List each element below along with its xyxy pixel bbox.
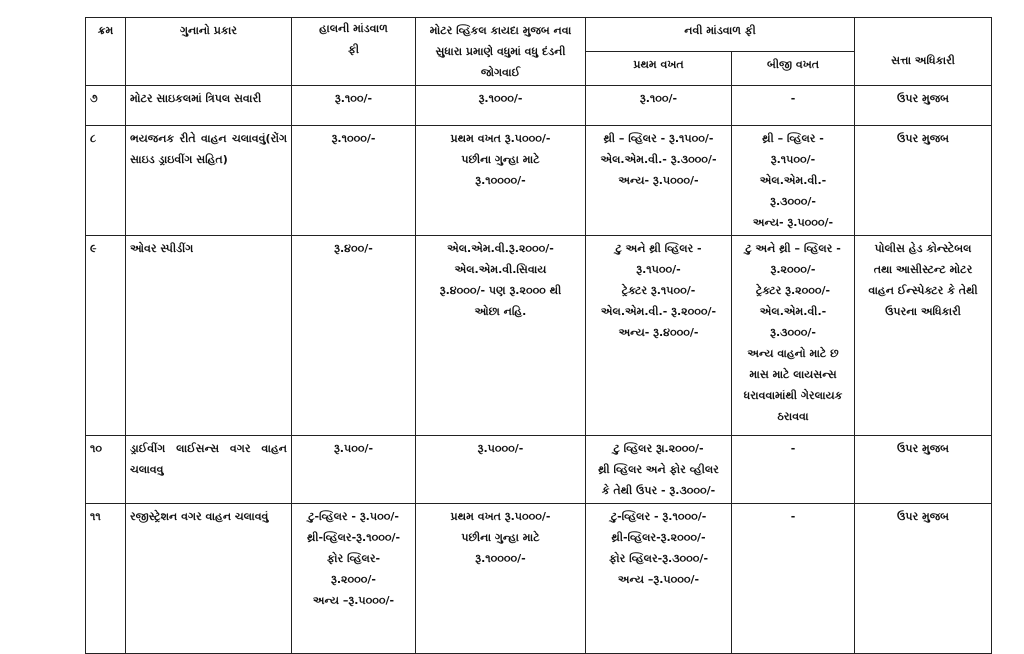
new-provision-cell-line: એલ.એમ.વી.સિવાય	[454, 263, 547, 276]
new-provision-cell-line: ઓછા નહિ.	[474, 305, 527, 318]
current-fine-cell-line: ટુ-વ્હિલર - રૂ.૫૦૦/-	[308, 510, 399, 523]
second-time-cell-line: -	[790, 442, 796, 455]
table-row	[86, 236, 992, 436]
serial-cell: ૯	[86, 236, 126, 436]
offense-cell: ડ્રાઈવીંગ લાઈસન્સ વગર વાહન ચલાવવુ	[126, 436, 292, 504]
current-fine-cell	[292, 236, 416, 436]
authority-cell-line: ઉપરના અધિકારી	[885, 305, 961, 318]
first-time-cell	[586, 236, 732, 436]
authority-cell-line: પોલીસ હેડ કોન્સ્ટેબલ	[874, 242, 972, 255]
header-first-time: પ્રથમ વખત	[586, 52, 732, 86]
second-time-cell-line: ધરાવવામાંથી ગેરલાયક	[743, 389, 843, 402]
table-row	[86, 86, 992, 126]
second-time-cell-line: અન્ય વાહનો માટે છ	[747, 347, 839, 360]
new-provision-cell-line: પછીના ગુન્હા માટે	[461, 153, 540, 166]
first-time-cell-line: ટુ અને થ્રી વ્હિલર -	[615, 242, 702, 255]
new-provision-cell	[416, 86, 586, 126]
second-time-cell-line: એલ.એમ.વી.-	[759, 174, 827, 187]
current-fine-cell-line: ફોર વ્હિલર-	[326, 552, 381, 565]
first-time-cell-line: ટ્રેક્ટર રૂ.૧૫૦૦/-	[621, 284, 696, 297]
current-fine-cell-line: અન્ય –રૂ.૫૦૦૦/-	[312, 594, 395, 607]
current-fine-cell	[292, 504, 416, 654]
new-provision-cell-line: રૂ.૧૦૦૦/-	[478, 92, 523, 105]
offense-cell: ભયજનક રીતે વાહન ચલાવવું(રોંગ સાઇડ ડ્રાઇવીંગ સહિત)	[126, 126, 292, 236]
current-fine-cell	[292, 86, 416, 126]
new-provision-cell-line: રૂ.૫૦૦૦/-	[477, 442, 524, 455]
current-fine-cell-line: રૂ.૨૦૦૦/-	[331, 573, 376, 586]
serial-cell: ૧૧	[86, 504, 126, 654]
header-serial: ક્રમ	[86, 18, 126, 86]
new-provision-cell	[416, 236, 586, 436]
offense-cell: રજીસ્ટ્રેશન વગર વાહન ચલાવવું	[126, 504, 292, 654]
first-time-cell-line: ટુ વ્હિલર રૂા.૨૦૦૦/-	[613, 442, 704, 455]
second-time-cell-line: રૂ.૨૦૦૦/-	[770, 263, 816, 276]
authority-cell	[855, 504, 992, 654]
current-fine-cell	[292, 126, 416, 236]
authority-cell-line: તથા આસીસ્ટન્ટ મોટર	[873, 263, 973, 276]
second-time-cell-line: ટ્રેક્ટર રૂ.૨૦૦૦/-	[755, 284, 831, 297]
table-body	[86, 86, 992, 654]
second-time-cell-line: એલ.એમ.વી.-	[759, 305, 827, 318]
table-row	[86, 504, 992, 654]
first-time-cell-line: ફોર વ્હિલર-રૂ.૩૦૦૦/-	[608, 552, 709, 565]
second-time-cell-line: થ્રી – વ્હિલર -	[762, 132, 824, 145]
offense-cell: મોટર સાઇકલમાં ત્રિપલ સવારી	[126, 86, 292, 126]
authority-cell	[855, 86, 992, 126]
first-time-cell-line: કે તેથી ઉપર - રૂ.૩૦૦૦/-	[601, 484, 716, 497]
first-time-cell-line: ટુ-વ્હિલર - રૂ.૧૦૦૦/-	[610, 510, 707, 523]
second-time-cell-line: રૂ.૧૫૦૦/-	[770, 153, 816, 166]
serial-cell: ૭	[86, 86, 126, 126]
current-fine-cell-line: રૂ.૪૦૦/-	[334, 242, 373, 255]
new-provision-cell	[416, 126, 586, 236]
current-fine-cell-line: રૂ.૧૦૦૦/-	[331, 132, 376, 145]
serial-cell: ૧૦	[86, 436, 126, 504]
second-time-cell	[732, 126, 855, 236]
second-time-cell	[732, 86, 855, 126]
first-time-cell-line: એલ.એમ.વી.- રૂ.૨૦૦૦/-	[600, 305, 717, 318]
authority-cell	[855, 126, 992, 236]
header-new-fee: નવી માંડવાળ ફી	[586, 18, 855, 52]
second-time-cell-line: -	[790, 510, 796, 523]
table-row	[86, 436, 992, 504]
authority-cell-line: ઉપર મુજબ	[897, 132, 949, 145]
authority-cell-line: ઉપર મુજબ	[897, 92, 949, 105]
header-offense: ગુનાનો પ્રકાર	[126, 18, 292, 86]
serial-cell: ૮	[86, 126, 126, 236]
authority-cell-line: વાહન ઈન્સ્પેક્ટર કે તેથી	[868, 284, 978, 297]
new-provision-cell-line: એલ.એમ.વી.રૂ.૨૦૦૦/-	[447, 242, 554, 255]
first-time-cell-line: એલ.એમ.વી.- રૂ.૩૦૦૦/-	[600, 153, 717, 166]
first-time-cell-line: થ્રી-વ્હિલર-રૂ.૨૦૦૦/-	[611, 531, 706, 544]
first-time-cell-line: અન્ય- રૂ.૫૦૦૦/-	[618, 174, 699, 187]
authority-cell	[855, 236, 992, 436]
first-time-cell-line: અન્ય- રૂ.૪૦૦૦/-	[618, 326, 699, 339]
second-time-cell	[732, 436, 855, 504]
current-fine-cell-line: થ્રી-વ્હિલર-રૂ.૧૦૦૦/-	[306, 531, 401, 544]
first-time-cell-line: થ્રી – વ્હિલર - રૂ.૧૫૦૦/-	[603, 132, 714, 145]
second-time-cell	[732, 504, 855, 654]
current-fine-cell	[292, 436, 416, 504]
fines-table	[85, 17, 992, 654]
first-time-cell-line: રૂ.૧૫૦૦/-	[636, 263, 681, 276]
first-time-cell-line: થ્રી વ્હિલર અને ફોર વ્હીલર	[598, 463, 719, 476]
new-provision-cell	[416, 436, 586, 504]
second-time-cell-line: અન્ય- રૂ.૫૦૦૦/-	[752, 216, 834, 229]
authority-cell-line: ઉપર મુજબ	[897, 510, 949, 523]
second-time-cell-line: ટુ અને થ્રી – વ્હિલર -	[745, 242, 841, 255]
new-provision-cell-line: રૂ.૧૦૦૦૦/-	[475, 174, 526, 187]
second-time-cell-line: રૂ.૩૦૦૦/-	[770, 326, 816, 339]
first-time-cell	[586, 504, 732, 654]
header-new-provision: મોટર વ્હિકલ કાયદા મુજબ નવા સુધારા પ્રમાણે વધુમાં વધુ દંડની જોગવાઈ	[416, 18, 586, 86]
table-row	[86, 126, 992, 236]
new-provision-cell-line: રૂ.૧૦૦૦૦/-	[475, 552, 526, 565]
header-second-time: બીજી વખત	[732, 52, 855, 86]
header-authority: સત્તા અધિકારી	[855, 18, 992, 86]
header-current-fine: હાલની માંડવાળ ફી	[292, 18, 416, 86]
new-provision-cell-line: પ્રથમ વખત રૂ.૫૦૦૦/-	[450, 132, 551, 145]
second-time-cell	[732, 236, 855, 436]
authority-cell	[855, 436, 992, 504]
second-time-cell-line: માસ માટે લાયસન્સ	[749, 368, 837, 381]
new-provision-cell-line: પ્રથમ વખત રૂ.૫૦૦૦/-	[450, 510, 551, 523]
second-time-cell-line: રૂ.૩૦૦૦/-	[770, 195, 816, 208]
second-time-cell-line: -	[790, 92, 796, 105]
new-provision-cell-line: પછીના ગુન્હા માટે	[461, 531, 540, 544]
first-time-cell	[586, 86, 732, 126]
new-provision-cell-line: રૂ.૪૦૦૦/- પણ રૂ.૨૦૦૦ થી	[439, 284, 562, 297]
offense-cell: ઓવર સ્પીડીંગ	[126, 236, 292, 436]
first-time-cell	[586, 126, 732, 236]
current-fine-cell-line: રૂ.૫૦૦/-	[333, 442, 374, 455]
first-time-cell-line: અન્ય –રૂ.૫૦૦૦/-	[617, 573, 700, 586]
first-time-cell	[586, 436, 732, 504]
authority-cell-line: ઉપર મુજબ	[897, 442, 949, 455]
second-time-cell-line: ઠરાવવા	[777, 410, 809, 423]
first-time-cell-line: રૂ.૧૦૦/-	[639, 92, 678, 105]
new-provision-cell	[416, 504, 586, 654]
current-fine-cell-line: રૂ.૧૦૦/-	[334, 92, 373, 105]
